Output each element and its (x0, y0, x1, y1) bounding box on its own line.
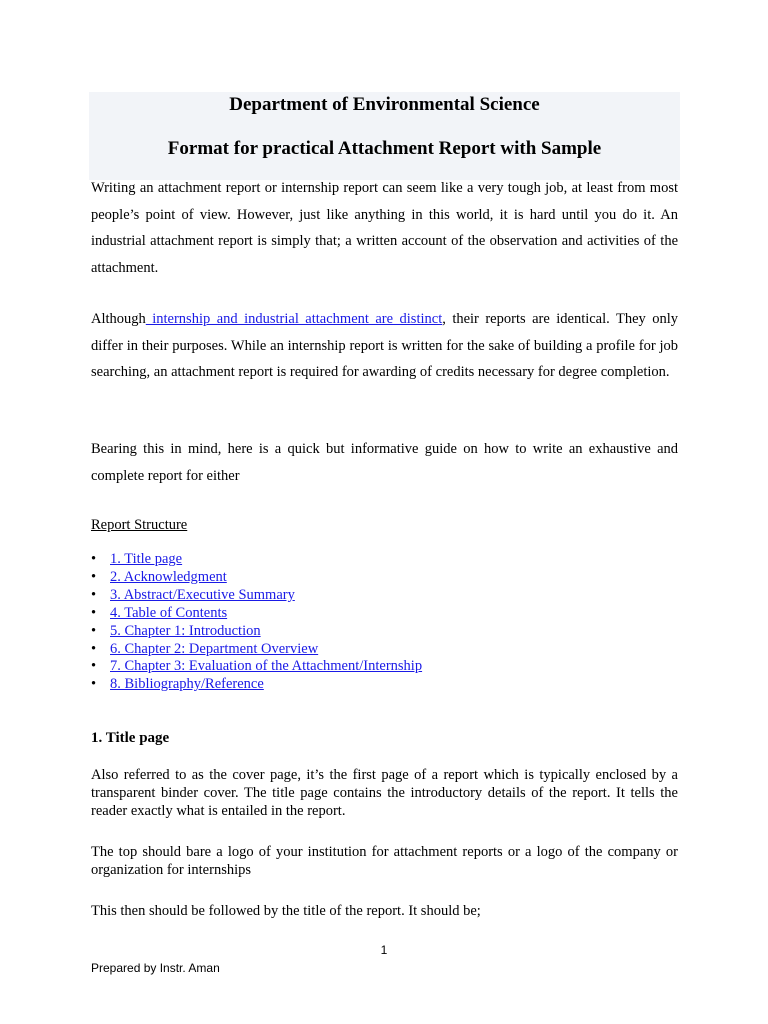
list-item (91, 551, 422, 569)
intro-paragraph-2-start: Although (91, 311, 146, 327)
internship-vs-attachment-link[interactable]: internship and industrial attachment are distinct (145, 311, 443, 327)
intro-paragraph-1: Writing an attachment report or internship report can seem like a very tough job, at least from most people’s point of view. However, just like anything in this world, it is hard until you do it. An industrial attachment report is simply that; a written account of the observation and activities of the attachment. (91, 180, 678, 276)
department-heading: Department of Environmental Science (229, 94, 540, 115)
bullet-icon: • (91, 568, 97, 585)
report-structure-list (91, 551, 422, 694)
toc-link-table-of-contents[interactable]: 4. Table of Contents (110, 604, 228, 621)
footer-prepared-by: Prepared by Instr. Aman (91, 961, 220, 975)
list-item (91, 587, 422, 605)
title-page-paragraph-1: Also referred to as the cover page, it’s the first page of a report which is typically enclosed by a transparent binder cover. The title page contains the introductory details of the report. It tells the reader exactly what is entailed in the report. (91, 767, 678, 819)
bullet-icon: • (91, 551, 97, 567)
toc-link-chapter-1[interactable]: 5. Chapter 1: Introduction (110, 622, 261, 639)
list-item (91, 658, 422, 676)
intro-paragraph-2-rest: , their reports are identical. They only differ in their purposes. While an internship report is written for the sake of building a profile for job searching, an attachment report is required for awarding of credits necessary for degree completion. (91, 311, 678, 380)
list-item (91, 641, 422, 659)
document-title: Format for practical Attachment Report with Sample (167, 138, 602, 159)
toc-link-chapter-2[interactable]: 6. Chapter 2: Department Overview (110, 640, 319, 657)
bullet-icon: • (91, 640, 97, 657)
list-item (91, 623, 422, 641)
list-item (91, 569, 422, 587)
intro-paragraph-3: Bearing this in mind, here is a quick but informative guide on how to write an exhaustive and complete report for either (91, 441, 678, 484)
toc-link-bibliography[interactable]: 8. Bibliography/Reference (110, 676, 264, 693)
bullet-icon: • (91, 658, 97, 675)
toc-link-chapter-3[interactable]: 7. Chapter 3: Evaluation of the Attachment/Internship (110, 658, 423, 675)
bullet-icon: • (91, 604, 97, 621)
toc-link-abstract[interactable]: 3. Abstract/Executive Summary (110, 586, 295, 603)
bullet-icon: • (91, 676, 97, 693)
list-item (91, 605, 422, 623)
title-page-paragraph-2: The top should bare a logo of your institution for attachment reports or a logo of the company or organization for internships (91, 844, 678, 878)
toc-link-title-page[interactable]: 1. Title page (110, 551, 183, 567)
page-number: 1 (380, 943, 388, 957)
title-page-heading: 1. Title page (91, 730, 170, 746)
bullet-icon: • (91, 622, 97, 639)
toc-link-acknowledgment[interactable]: 2. Acknowledgment (110, 568, 227, 585)
intro-paragraph-2 (91, 306, 678, 386)
title-page-paragraph-3: This then should be followed by the title of the report. It should be; (91, 903, 481, 919)
bullet-icon: • (91, 586, 97, 603)
report-structure-heading[interactable]: Report Structure (91, 517, 188, 533)
list-item (91, 676, 422, 694)
